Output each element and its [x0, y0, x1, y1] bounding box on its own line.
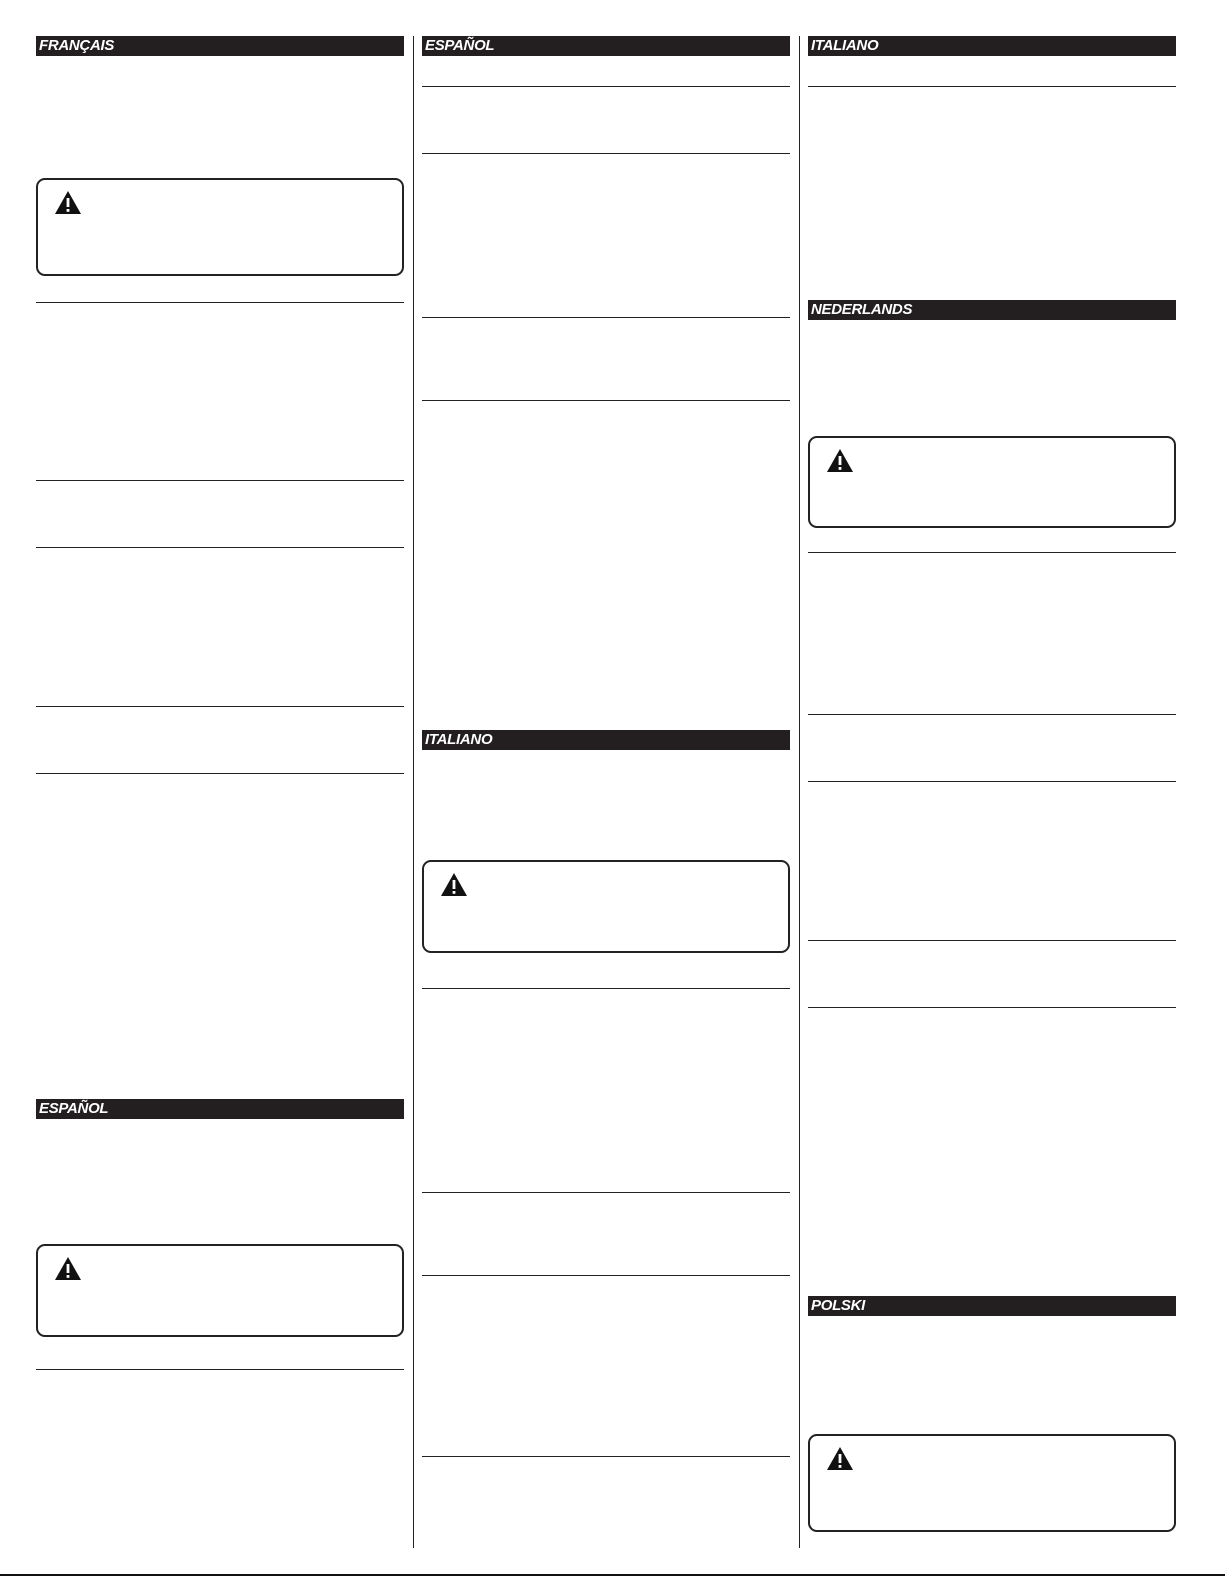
- language-label: ESPAÑOL: [425, 37, 495, 54]
- language-label: NEDERLANDS: [811, 301, 913, 318]
- warning-triangle-icon: [826, 1446, 854, 1471]
- divider: [422, 1456, 790, 1457]
- language-bar-espanol: [36, 1099, 404, 1119]
- divider: [422, 988, 790, 989]
- warning-triangle-icon: [54, 190, 82, 215]
- language-label: POLSKI: [811, 1297, 866, 1314]
- divider: [422, 1192, 790, 1193]
- divider: [808, 714, 1176, 715]
- page-bottom-rule: [0, 1574, 1225, 1576]
- language-bar-francais: [36, 36, 404, 56]
- divider: [36, 773, 404, 774]
- language-label: FRANÇAIS: [39, 37, 115, 54]
- language-bar-italiano: [422, 730, 790, 750]
- warning-triangle-icon: [826, 448, 854, 473]
- language-label: ITALIANO: [425, 731, 493, 748]
- divider: [36, 706, 404, 707]
- divider: [422, 86, 790, 87]
- divider: [36, 547, 404, 548]
- language-bar-espanol: [422, 36, 790, 56]
- column-separator: [413, 36, 414, 1548]
- language-bar-nederlands: [808, 300, 1176, 320]
- column-2: [422, 0, 790, 1585]
- warning-triangle-icon: [54, 1256, 82, 1281]
- divider: [36, 1369, 404, 1370]
- warning-box: [36, 178, 404, 276]
- divider: [36, 302, 404, 303]
- column-3: [808, 0, 1176, 1585]
- language-bar-polski: [808, 1296, 1176, 1316]
- divider: [808, 940, 1176, 941]
- divider: [36, 480, 404, 481]
- warning-box: [36, 1244, 404, 1337]
- language-bar-italiano: [808, 36, 1176, 56]
- divider: [808, 1007, 1176, 1008]
- warning-box: [422, 860, 790, 953]
- language-label: ESPAÑOL: [39, 1100, 109, 1117]
- divider: [808, 86, 1176, 87]
- divider: [422, 400, 790, 401]
- warning-box: [808, 1434, 1176, 1532]
- divider: [422, 1275, 790, 1276]
- divider: [422, 317, 790, 318]
- divider: [422, 153, 790, 154]
- divider: [808, 781, 1176, 782]
- warning-triangle-icon: [440, 872, 468, 897]
- divider: [808, 552, 1176, 553]
- language-label: ITALIANO: [811, 37, 879, 54]
- column-separator: [799, 36, 800, 1548]
- warning-box: [808, 436, 1176, 528]
- column-1: [36, 0, 404, 1585]
